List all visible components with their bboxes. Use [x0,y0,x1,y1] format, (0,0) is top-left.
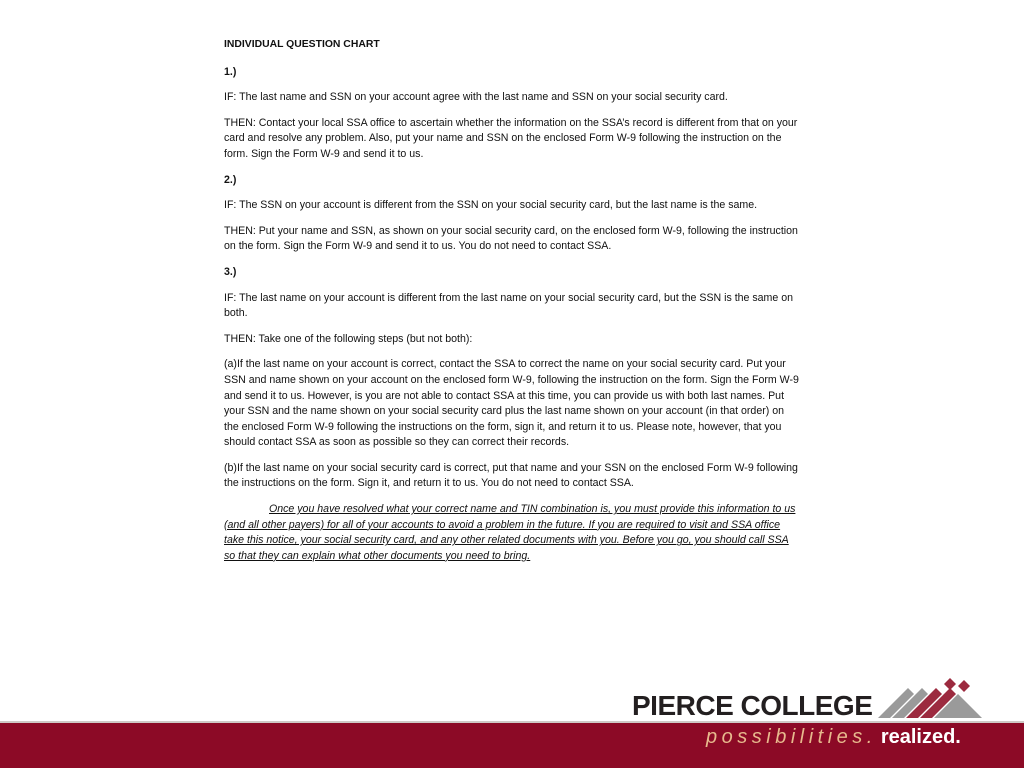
section-paragraph: IF: The SSN on your account is different from the SSN on your social security card, but the last name is the same. [224,199,758,212]
section-number: 1.) [224,65,237,78]
section-paragraph: THEN: Contact your local SSA office to ascertain whether the information on the SSA’s record is different from that on your card and resolve any problem. Also, put your name and SSN on the enclosed Form W-9 following the instruction on the form. Sign the Form W-9 and send it to us. [224,116,798,160]
section-paragraph: (a)If the last name on your account is correct, contact the SSA to correct the name on your social security card. Put your SSN and name shown on your account on the enclosed form W-9, following the instruction on the form. Sign the Form W-9 and send it to us. However, is you are not able to contact SSA at this time, you can provide us with both last names. Put your SSN and the name shown on your social security card plus the last name shown on your account (in that order) on the enclosed Form W-9 following the instructions on the form, sign it, and return it to us. Please note, however, that you should contact SSA as soon as possible so they can correct their records. [224,358,799,449]
section-paragraph: THEN: Put your name and SSN, as shown on your social security card, on the enclosed form W-9, following the instruction on the form. Sign the Form W-9 and send it to us. You do not need to contact SSA. [224,224,798,253]
pierce-college-logo [630,678,990,768]
mountain-logo-icon [878,678,986,722]
section-number: 3.) [224,265,237,278]
section-paragraph: THEN: Take one of the following steps (but not both): [224,332,473,345]
tagline-realized: realized. [880,726,961,748]
section-paragraph: IF: The last name and SSN on your account agree with the last name and SSN on your social security card. [224,91,728,104]
section-number: 2.) [224,173,237,186]
document-body [224,37,800,564]
tagline [706,726,961,749]
section-paragraph: IF: The last name on your account is different from the last name on your social security card, but the SSN is the same on both. [224,291,794,320]
tagline-possibilities: possibilities. [706,726,877,748]
document-title: INDIVIDUAL QUESTION CHART [224,39,380,50]
closing-note: Once you have resolved what your correct name and TIN combination is, you must provide this information to us (and all other payers) for all of your accounts to avoid a problem in the future. If you are required to visit and SSA office take this notice, your social security card, and any other related documents with you. Before you go, you should call SSA so that they can explain what other documents you need to bring. [224,503,796,562]
section-paragraph: (b)If the last name on your social security card is correct, put that name and your SSN on the enclosed Form W-9 following the instructions on the form. Sign it, and return it to us. You do not need to contact SSA. [224,461,798,490]
logo-wordmark: PIERCE COLLEGE [632,690,873,721]
